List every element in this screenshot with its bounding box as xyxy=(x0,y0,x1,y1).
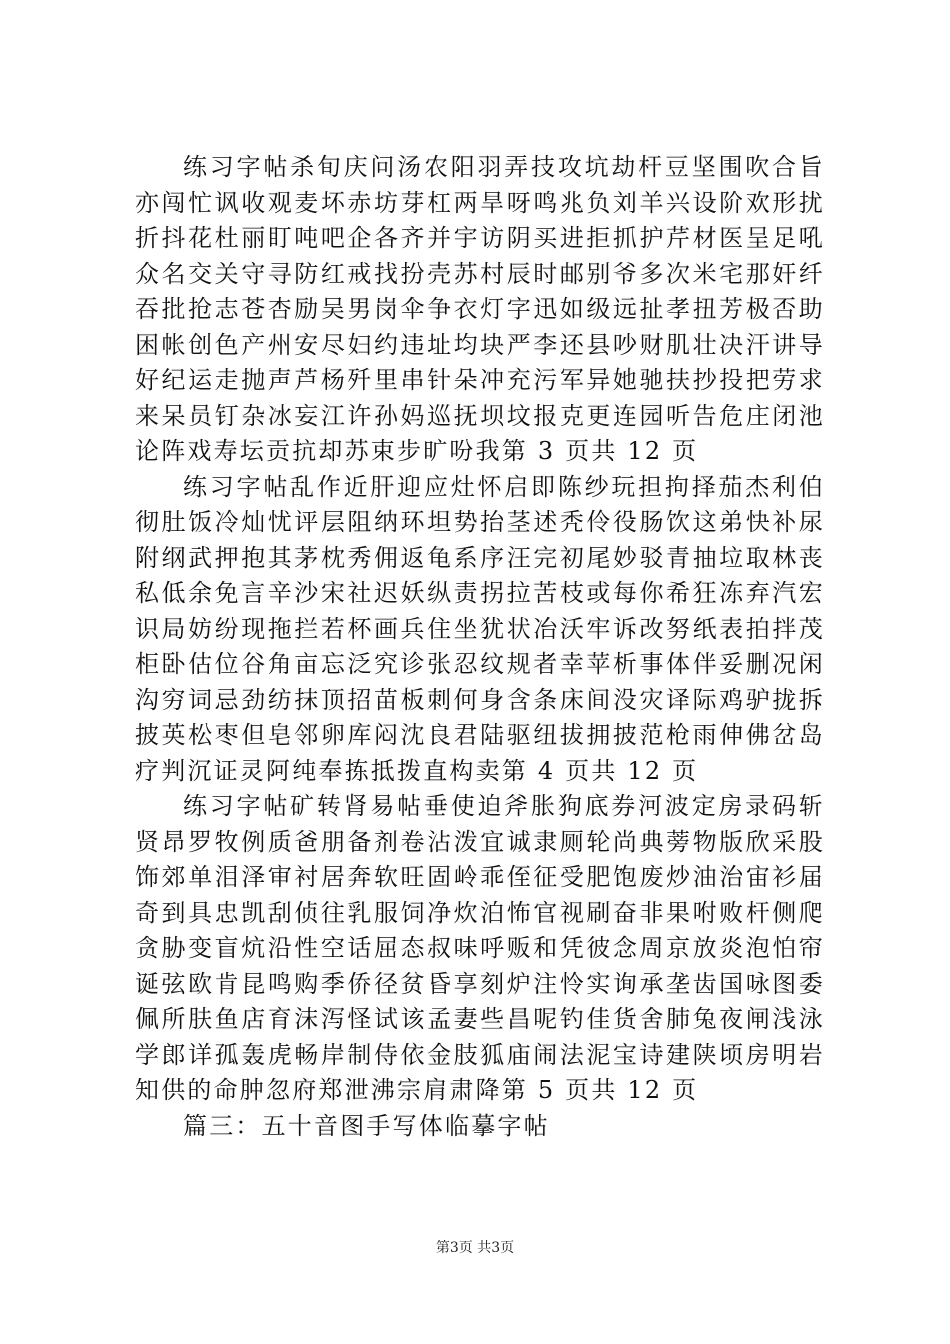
paragraph-practice-page-3: 练习字帖杀旬庆问汤农阳羽弄技攻坑劫杆豆坚围吹合旨亦闯忙讽收观麦坏赤坊芽杠两旱呀鸣兆负刘羊兴设阶欢形扰折抖花杜丽盯吨吧企各齐并宇访阴买进拒抓护芹材医呈足吼众名交关守寻防红戒找扮壳苏村辰时邮别爷多次米宅那奸纤吞批抢志苍杏励吴男岗伞争衣灯字迅如级远扯孝扭芳极否助困帐创色产州安尽妇约违址均块严李还县吵财肌壮决汗讲导好纪运走抛声芦杨歼里串针朵冲充污军异她驰扶抄投把劳求来呆员钉杂冰妄江许孙妈巡抚坝坟报克更连园听告危庄闭池论阵戏寿坛贡抗却苏束步旷吩我第 3 页共 12 页 xyxy=(135,153,825,465)
paragraph-practice-page-4: 练习字帖乱作近肝迎应灶怀启即陈纱玩担拘择茄杰利伯彻肚饭冷灿忧评层阻纳环坦势抬茎述秃伶役肠饮这弟快补尿附纲武押抱其茅枕秀佣返龟系序汪完初尾妙驳青抽垃取林丧私低余免言辛沙宋社迟妖纵责拐拉苦枝或每你希狂冻弃汽宏识局妨纷现拖拦若杯画兵住坐犹状冶沃牢诉改努纸表拍拌茂柜卧估位谷角亩忘泛究诊张忍纹规者幸苹析事体伴妥删况闲沟穷词忌劲纺抹顶招苗板刺何身含条床间没灾译际鸡驴拢拆披英松枣但皂邻卵库闷沈良君陆驱纽拔拥披范枪雨伸佛岔岛疗判沉证灵阿纯奉拣抵拨直构卖第 4 页共 12 页 xyxy=(135,472,825,785)
page-footer: 第3页 共3页 xyxy=(435,1240,515,1256)
document-body xyxy=(135,150,825,1144)
paragraph-practice-page-5: 练习字帖矿转肾易帖垂使迫斧胀狗底券河波定房录码斩贤昂罗牧例质爸朋备剂卷沾泼宜诚隶厕轮尚典蒡物版欣采股饰郊单泪泽审衬居奔软旺固岭乖侄征受肥饱废炒油治宙衫届奇到具忠凯刮侦往乳服饲净炊泊怖官视刷奋非果咐败杆侧爬贪胁变盲炕沿性空话屈态叔味呼贩和凭彼念周京放炎泡怕帘诞弦欧肯昆鸣购季侨径贫昏享刻炉注怜实询承垄齿国咏图委佩所肤鱼店育沫泻怪试该孟妻些昌呢钓佳货舍肺兔夜闸浅泳学郎详孤轰虎畅岸制侍依金肢狐庙闹法泥宝诗建陕顷房明岩知供的命肿忽府郑泄沸宗肩肃降第 5 页共 12 页 xyxy=(135,792,825,1104)
section-heading-part-three: 篇三：五十音图手写体临摹字帖 xyxy=(183,1111,550,1140)
